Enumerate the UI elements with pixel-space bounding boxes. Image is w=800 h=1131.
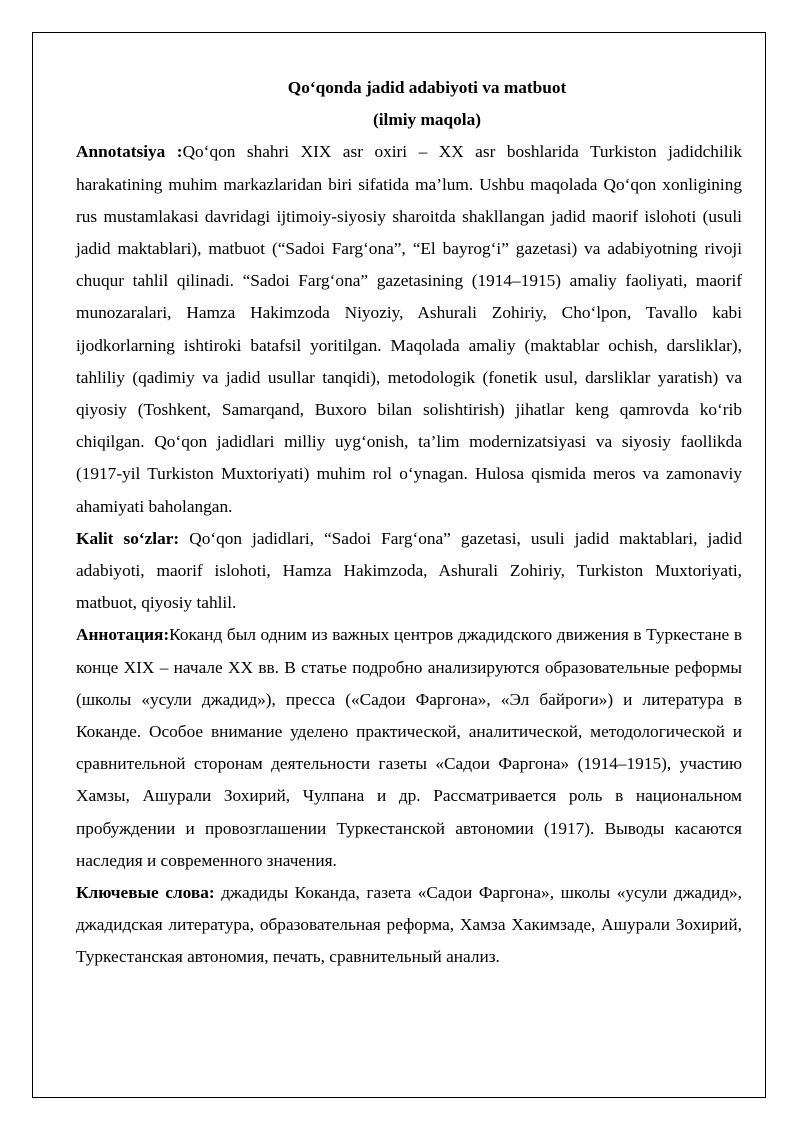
document-body: [76, 72, 742, 974]
keywords-ru-text: джадиды Коканда, газета «Садои Фаргона», школы «усули джадид», джадидская литература, образовательная реформа, Хамза Хакимзаде, Ашурали Зохирий, Туркестанская автономия, печать, сравнительный анализ.: [76, 883, 743, 967]
keywords-uz: [76, 523, 742, 620]
document-subtitle: (ilmiy maqola): [373, 110, 481, 130]
keywords-uz-label: Kalit so‘zlar:: [76, 528, 180, 548]
annotation-uz-text: Qo‘qon shahri XIX asr oxiri – XX asr boshlarida Turkiston jadidchilik harakatining muhim markazlaridan biri sifatida ma’lum. Ushbu maqolada Qo‘qon xonligining rus mustamlakasi davridagi ijtimoiy-siyosiy sharoitda shakllangan jadid maorif islohoti (usuli jadid maktablari), matbuot (“Sadoi Farg‘ona”, “El bayrog‘i” gazetasi) va adabiyotning rivoji chuqur tahlil qilinadi. “Sadoi Farg‘ona” gazetasining (1914–1915) amaliy faoliyati, maorif munozaralari, Hamza Hakimzoda Niyoziy, Ashurali Zohiriy, Cho‘lpon, Tavallo kabi ijodkorlarning ishtiroki batafsil yoritilgan. Maqolada amaliy (maktablar ochish, darsliklar), tahliliy (qadimiy va jadid usullar tanqidi), metodologik (fonetik usul, darsliklar yaratish) va qiyosiy (Toshkent, Samarqand, Buxoro bilan solishtirish) jihatlar keng qamrovda ko‘rib chiqilgan. Qo‘qon jadidlari milliy uyg‘onish, ta’lim modernizatsiyasi va siyosiy faollikda (1917-yil Turkiston Muxtoriyati) muhim rol o‘ynagan. Hulosa qismida meros va zamonaviy ahamiyati baholangan.: [76, 142, 742, 516]
annotation-uz-label: Annotatsiya :: [76, 142, 183, 162]
keywords-uz-text: Qo‘qon jadidlari, “Sadoi Farg‘ona” gazetasi, usuli jadid maktablari, jadid adabiyoti, maorif islohoti, Hamza Hakimzoda, Ashurali Zohiriy, Turkiston Muxtoriyati, matbuot, qiyosiy tahlil.: [76, 528, 742, 613]
keywords-ru: [76, 877, 742, 974]
annotation-ru-text: Коканд был одним из важных центров джадидского движения в Туркестане в конце XIX – начале XX вв. В статье подробно анализируются образовательные реформы (школы «усули джадид»), пресса («Садои Фаргона», «Эл байроги») и литература в Коканде. Особое внимание уделено практической, аналитической, методологической и сравнительной сторонам деятельности газеты «Садои Фаргона» (1914–1915), участию Хамзы, Ашурали Зохирий, Чулпана и др. Рассматривается роль в национальном пробуждении и провозглашении Туркестанской автономии (1917). Выводы касаются наследия и современного значения.: [76, 625, 742, 870]
keywords-ru-label: Ключевые слова:: [76, 883, 215, 903]
annotation-uz: [76, 136, 742, 522]
annotation-ru: [76, 619, 742, 877]
annotation-ru-label: Аннотация:: [76, 625, 170, 645]
document-title: Qo‘qonda jadid adabiyoti va matbuot: [287, 78, 567, 97]
